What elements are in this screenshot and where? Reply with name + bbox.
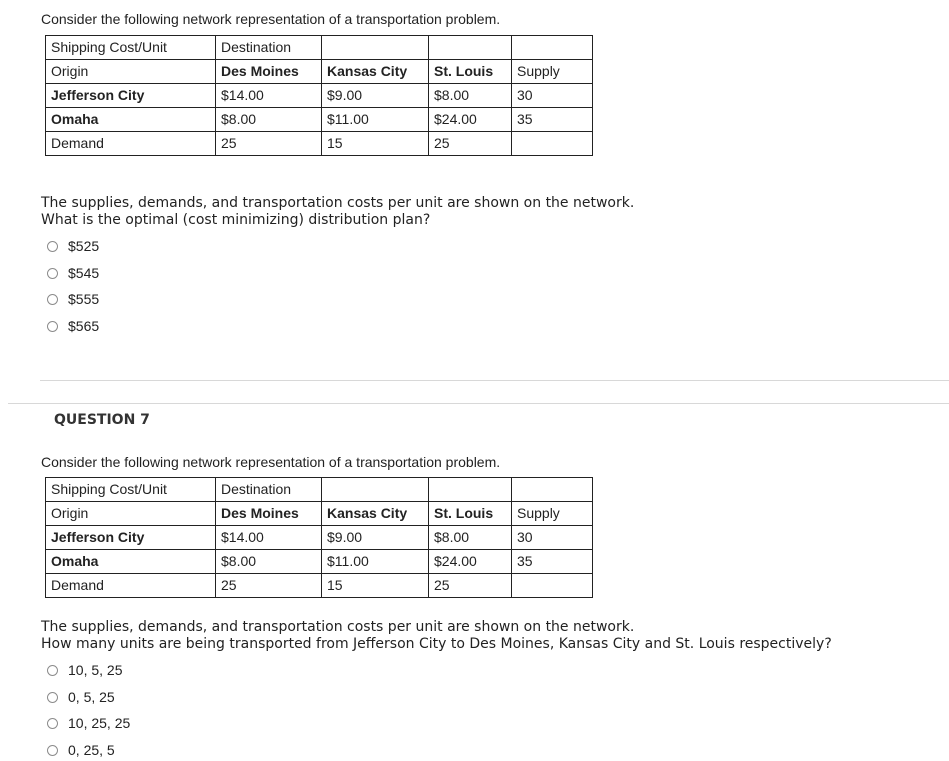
- q6-option-3[interactable]: [47, 289, 99, 309]
- cost-cell: $14.00: [216, 526, 322, 550]
- table-row: [46, 550, 593, 574]
- cost-cell: $24.00: [429, 108, 512, 132]
- column-header: St. Louis: [429, 60, 512, 84]
- option-label: 0, 25, 5: [68, 742, 115, 758]
- q7-transport-table: [45, 477, 593, 598]
- q7-option-1[interactable]: [47, 660, 123, 680]
- column-header: Kansas City: [322, 502, 429, 526]
- option-label: $555: [68, 291, 100, 307]
- q7-option-3[interactable]: [47, 713, 130, 733]
- cost-cell: $14.00: [216, 84, 322, 108]
- option-label: 10, 25, 25: [68, 715, 131, 731]
- radio-button[interactable]: [47, 268, 58, 279]
- q7-text-line2: How many units are being transported from Jefferson City to Des Moines, Kansas City and St. Louis respectively?: [41, 636, 832, 652]
- radio-button[interactable]: [47, 241, 58, 252]
- q6-intro: Consider the following network representation of a transportation problem.: [41, 11, 501, 27]
- cost-cell: $8.00: [216, 550, 322, 574]
- table-row: [46, 502, 593, 526]
- origin-name: Jefferson City: [46, 84, 216, 108]
- supply-cell: 30: [512, 526, 593, 550]
- option-label: 0, 5, 25: [68, 689, 115, 705]
- cost-cell: $11.00: [322, 550, 429, 574]
- cost-cell: $11.00: [322, 108, 429, 132]
- origin-header: Origin: [46, 502, 216, 526]
- supply-cell: 35: [512, 550, 593, 574]
- q6-text-line1: The supplies, demands, and transportation costs per unit are shown on the network.: [41, 195, 635, 211]
- destination-header: Destination: [216, 478, 322, 502]
- cost-cell: $9.00: [322, 84, 429, 108]
- table-row: [46, 478, 593, 502]
- radio-button[interactable]: [47, 665, 58, 676]
- origin-name: Omaha: [46, 108, 216, 132]
- cost-cell: $8.00: [216, 108, 322, 132]
- cost-cell: $24.00: [429, 550, 512, 574]
- column-header: Kansas City: [322, 60, 429, 84]
- origin-name: Jefferson City: [46, 526, 216, 550]
- column-header: Des Moines: [216, 60, 322, 84]
- divider: [40, 380, 949, 381]
- q6-text-line2: What is the optimal (cost minimizing) distribution plan?: [41, 212, 431, 228]
- radio-button[interactable]: [47, 321, 58, 332]
- cost-cell: $8.00: [429, 84, 512, 108]
- q6-option-1[interactable]: [47, 236, 99, 256]
- table-row: [46, 526, 593, 550]
- q7-question-text: [41, 619, 832, 653]
- q7-intro: Consider the following network representation of a transportation problem.: [41, 454, 501, 470]
- question-header: QUESTION 7: [54, 412, 150, 428]
- demand-cell: 25: [429, 132, 512, 156]
- demand-cell: 15: [322, 574, 429, 598]
- option-label: $545: [68, 265, 100, 281]
- q6-question-text: [41, 195, 634, 229]
- radio-button[interactable]: [47, 294, 58, 305]
- cost-cell: $9.00: [322, 526, 429, 550]
- q7-text-line1: The supplies, demands, and transportation costs per unit are shown on the network.: [41, 619, 635, 635]
- supply-header: Supply: [512, 60, 593, 84]
- demand-cell: 15: [322, 132, 429, 156]
- q6-option-2[interactable]: [47, 263, 99, 283]
- option-label: $565: [68, 318, 100, 334]
- table-row: [46, 36, 593, 60]
- table-row: [46, 108, 593, 132]
- origin-name: Omaha: [46, 550, 216, 574]
- origin-header: Origin: [46, 60, 216, 84]
- radio-button[interactable]: [47, 692, 58, 703]
- supply-cell: 35: [512, 108, 593, 132]
- demand-cell: 25: [429, 574, 512, 598]
- table-row: [46, 60, 593, 84]
- option-label: $525: [68, 238, 100, 254]
- table-corner-cell: Shipping Cost/Unit: [46, 36, 216, 60]
- column-header: St. Louis: [429, 502, 512, 526]
- demand-label: Demand: [46, 132, 216, 156]
- divider: [8, 403, 949, 404]
- option-label: 10, 5, 25: [68, 662, 123, 678]
- column-header: Des Moines: [216, 502, 322, 526]
- q7-option-4[interactable]: [47, 740, 115, 760]
- radio-button[interactable]: [47, 718, 58, 729]
- destination-header: Destination: [216, 36, 322, 60]
- table-corner-cell: Shipping Cost/Unit: [46, 478, 216, 502]
- radio-button[interactable]: [47, 745, 58, 756]
- demand-cell: 25: [216, 132, 322, 156]
- table-row: [46, 84, 593, 108]
- supply-cell: 30: [512, 84, 593, 108]
- demand-label: Demand: [46, 574, 216, 598]
- q7-option-2[interactable]: [47, 687, 115, 707]
- supply-header: Supply: [512, 502, 593, 526]
- table-row: [46, 132, 593, 156]
- cost-cell: $8.00: [429, 526, 512, 550]
- q6-option-4[interactable]: [47, 316, 99, 336]
- table-row: [46, 574, 593, 598]
- q6-transport-table: [45, 35, 593, 156]
- demand-cell: 25: [216, 574, 322, 598]
